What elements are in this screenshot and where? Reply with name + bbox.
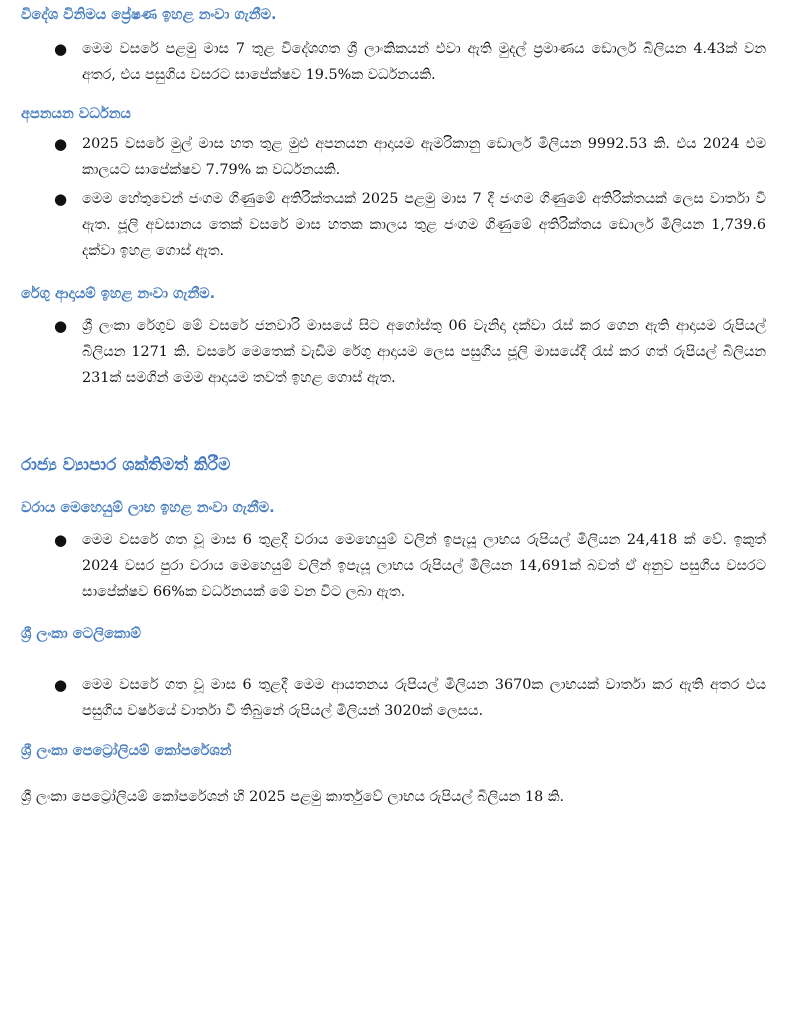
heading-customs-revenue: රේගු ආදායම් ඉහළ නංවා ගැනීම. (21, 286, 216, 302)
heading-port-profits: වරාය මෙහෙයුම් ලාභ ඉහළ නංවා ගැනීම. (21, 500, 275, 516)
bullet-icon: ● (54, 40, 68, 58)
bullet-text: ශ්‍රී ලංකා රේගුව මේ වසරේ ජනවාරි මාසයේ සිට අගෝස්තු 06 වැනිදා දක්වා රැස් කර ගෙන ඇති ආදායම රුපියල් බිලියන 1271 කි. වසරේ මෙතෙක් වැඩිම රේගු ආදායම ලෙස පසුගිය ජූලි මාසයේදී රැස් කර ගත් රුපියල් බිලියන 231ක් සමගින් මෙම ආදායම තවත් ඉහළ ගොස් ඇත. (82, 318, 766, 386)
bullet-item (54, 186, 766, 264)
bullet-item (54, 36, 766, 88)
petroleum-paragraph: ශ්‍රී ලංකා පෙට්‍රෝලියම් කෝපරේශන් හි 2025 පළමු කාර්තුවේ ලාභය රුපියල් බිලියන 18 කි. (21, 789, 565, 805)
bullet-item (54, 313, 766, 391)
heading-fx-remittances: විදේශ විනිමය ප්‍රේෂණ ඉහළ නංවා ගැනීම. (21, 7, 277, 23)
bullet-text: 2025 වසරේ මුල් මාස හත තුළ මුළු අපනයන ආදායම ඇමරිකානු ඩොලර් මිලියන 9992.53 කි. එය 2024 එම කාලයට සාපේක්ෂව 7.79% ක වර්ධනයකි. (82, 136, 766, 178)
bullet-item (54, 672, 766, 724)
bullet-icon: ● (54, 531, 68, 549)
bullet-icon: ● (54, 190, 68, 208)
bullet-icon: ● (54, 317, 68, 335)
bullet-text: මෙම වසරේ පළමු මාස 7 තුළ විදේශගත ශ්‍රී ලාංකිකයන් එවා ඇති මුදල් ප්‍රමාණය ඩොලර් බිලියන 4.43ක් වන අතර, එය පසුගිය වසරට සාපේක්ෂව 19.5%ක වර්ධනයකි. (82, 41, 766, 83)
heading-sri-lanka-telecom: ශ්‍රී ලංකා ටෙලිකොම් (21, 626, 141, 642)
bullet-text: මෙම වසරේ ගත වූ මාස 6 තුළදී වරාය මෙහෙයුම් වලින් ඉපැයූ ලාභය රුපියල් මිලියන 24,418 ක් වේ. ඉකුත් 2024 වසර පුරා වරාය මෙහෙයුම් වලින් ඉපැයූ ලාභය රුපියල් මිලියන 14,691ක් බවත් ඒ අනුව පසුගිය වසරට සාපේක්ෂව 66%ක වර්ධනයක් මේ වන විට ලබා ඇත. (82, 532, 766, 600)
heading-state-enterprises: රාජ්‍ය ව්‍යාපාර ශක්තිමත් කිරීම (21, 455, 231, 475)
bullet-icon: ● (54, 676, 68, 694)
bullet-item (54, 131, 766, 183)
bullet-text: මෙම හේතුවෙන් ජංගම ගිණුමේ අතිරික්තයක් 2025 පළමු මාස 7 දී ජංගම ගිණුමේ අතිරික්තයක් ලෙස වාර්තා වී ඇත. ජූලි අවසානය තෙක් වසරේ මාස හතක කාලය තුළ ජංගම ගිණුමේ අතිරික්තය ඩොලර් මිලියන 1,739.6 දක්වා ඉහළ ගොස් ඇත. (82, 191, 766, 259)
bullet-text: මෙම වසරේ ගත වූ මාස 6 තුළදී මෙම ආයතනය රුපියල් මිලියන 3670ක ලාභයක් වාර්තා කර ඇති අතර එය පසුගිය වර්ෂයේ වාර්තා වී තිබුනේ රුපියල් මිලියන් 3020ක් ලෙසය. (82, 677, 766, 719)
heading-export-growth: අපනයන වර්ධනය (21, 106, 131, 122)
bullet-icon: ● (54, 135, 68, 153)
heading-petroleum-corporation: ශ්‍රී ලංකා පෙට්‍රෝලියම් කෝපරේශන් (21, 743, 232, 759)
bullet-item (54, 527, 766, 605)
